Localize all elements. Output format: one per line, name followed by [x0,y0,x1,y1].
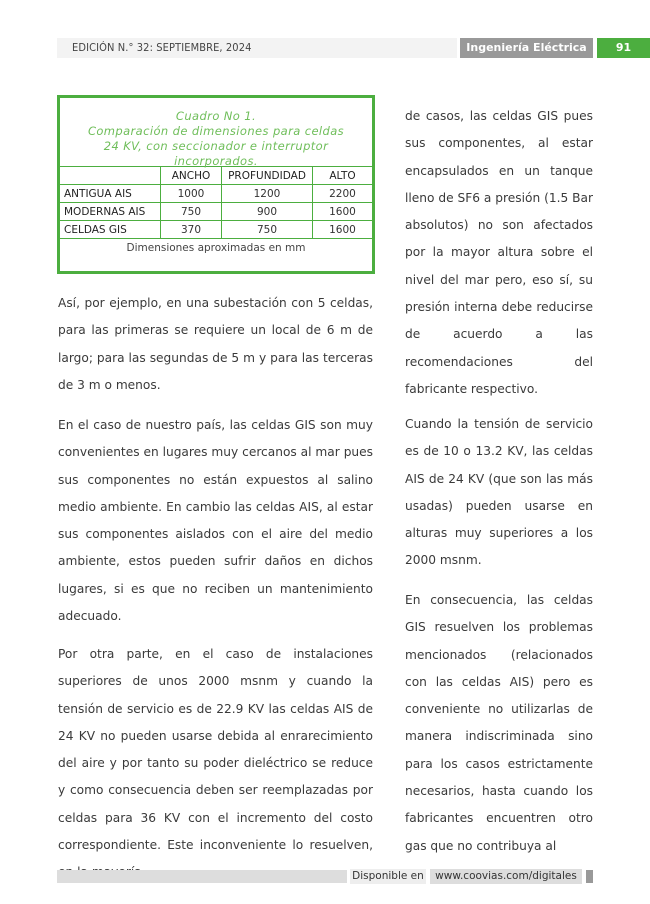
caption-line: Comparación de dimensiones para celdas [87,124,345,138]
caption-line: Cuadro No 1. [175,109,257,123]
paragraph [58,412,373,630]
row-label: ANTIGUA AIS [60,185,161,203]
paragraph [405,587,593,860]
table-note: Dimensiones aproximadas en mm [60,239,372,257]
paragraph [58,290,373,399]
paragraph-text: Así, por ejemplo, en una subestación con 5 celdas, para las primeras se requiere un local de 6 m de largo; para las segundas de 5 m y para las terceras de 3 m o menos. [58,296,373,392]
paragraph [405,103,593,403]
row-label: MODERNAS AIS [60,203,161,221]
paragraph-text: de casos, las celdas GIS pues sus componentes, al estar encapsulados en un tanque lleno de SF6 a presión (1.5 Bar absolutos) no son afectados por la mayor altura sobre el nivel del mar pero, eso sí, su presión interna debe reducirse de acuerdo a las recomendaciones del fabricante respectivo. [405,109,593,396]
header-cell-empty [60,167,161,185]
page-number: 91 [597,38,650,58]
cell-profundidad: 900 [222,203,313,221]
table-caption [60,98,372,166]
cell-profundidad: 750 [222,221,313,239]
table-header-row [60,167,372,185]
paragraph-text: En el caso de nuestro país, las celdas GIS son muy convenientes en lugares muy cercanos al mar pues sus componentes no están expuestos al salino medio ambiente. En cambio las celdas AIS, al estar sus componentes aislados con el aire del medio ambiente, estos pueden sufrir daños en dichos lugares, si es que no reciben un mantenimiento adecuado. [58,418,373,624]
dimensions-table-box [57,95,375,274]
table-note-row [60,239,372,257]
dimensions-table [60,166,372,256]
table-row [60,221,372,239]
paragraph [405,411,593,575]
cell-ancho: 1000 [161,185,222,203]
table-row [60,185,372,203]
paragraph-text: Cuando la tensión de servicio es de 10 o 13.2 KV, las celdas AIS de 24 KV (que son las más usadas) pueden usarse en alturas muy superiores a los 2000 msnm. [405,417,593,568]
edition-label: EDICIÓN N.° 32: SEPTIEMBRE, 2024 [72,41,252,54]
header-cell-alto: ALTO [313,167,373,185]
cell-profundidad: 1200 [222,185,313,203]
cell-ancho: 750 [161,203,222,221]
paragraph-text: En consecuencia, las celdas GIS resuelven los problemas mencionados (relacionados con las celdas AIS) pero es conveniente no utilizarlas de manera indiscriminada sino para los casos estrictamente necesarios, hasta cuando los fabricantes encuentren otro gas que no contribuya al [405,593,593,853]
cell-alto: 2200 [313,185,373,203]
footer-end-marker [586,870,593,883]
header-cell-profundidad: PROFUNDIDAD [222,167,313,185]
cell-alto: 1600 [313,221,373,239]
paragraph-text: Por otra parte, en el caso de instalaciones superiores de unos 2000 msnm y cuando la tensión de servicio es de 22.9 KV las celdas AIS de 24 KV no pueden usarse debida al enrarecimiento del aire y por tanto su poder dieléctrico se reduce y como consecuencia deben ser reemplazadas por celdas para 36 KV con el incremento del costo correspondiente. Este inconveniente lo resuelven, [58,647,373,853]
section-label: Ingeniería Eléctrica [460,38,593,58]
table-row [60,203,372,221]
footer-label: Disponible en [350,869,426,884]
caption-line: 24 KV, con seccionador e interruptor [103,139,329,153]
footer-bar [57,870,347,883]
header-cell-ancho: ANCHO [161,167,222,185]
cell-ancho: 370 [161,221,222,239]
footer-url-link[interactable]: www.coovias.com/digitales [430,869,582,884]
caption-line: incorporados. [174,154,258,168]
paragraph [58,641,373,887]
row-label: CELDAS GIS [60,221,161,239]
cell-alto: 1600 [313,203,373,221]
